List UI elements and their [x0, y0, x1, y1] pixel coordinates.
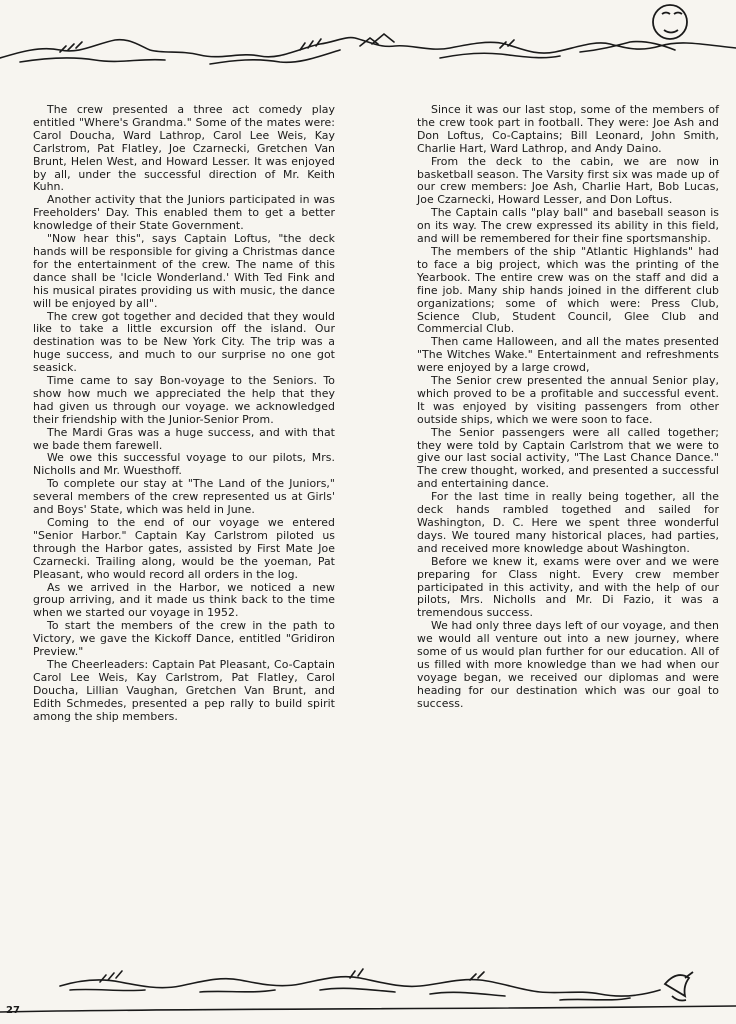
paragraph: Another activity that the Juniors participated in was Freeholders' Day. This enabled them to get a better knowledge of their State Government. [33, 193, 335, 233]
paragraph: As we arrived in the Harbor, we noticed a new group arriving, and it made us think back to the time when we started our voyage in 1952. [33, 580, 335, 620]
seagull-icon [665, 972, 693, 1001]
page-number: 27 [6, 1005, 20, 1016]
right-text-column [417, 104, 719, 711]
paragraph: The Cheerleaders: Captain Pat Pleasant, Co-Captain Carol Lee Weis, Kay Carlstrom, Pat Flatley, Carol Doucha, Lillian Vaughan, Gretchen Van Brunt, and Edith Schmedes, presented a pep rally to build spirit among the ship members. [33, 657, 335, 723]
paragraph: Coming to the end of our voyage we entered "Senior Harbor." Captain Kay Carlstrom piloted us through the Harbor gates, assisted by First Mate Joe Czarnecki. Trailing along, would be the yoeman, Pat Pleasant, who would record all orders in the log. [33, 516, 335, 581]
paragraph: To start the members of the crew in the path to Victory, we gave the Kickoff Dance, entitled "Gridiron Preview." [33, 619, 335, 659]
moon-face-icon [653, 5, 687, 39]
paragraph: "Now hear this", says Captain Loftus, "the deck hands will be responsible for giving a Christmas dance for the entertainment of the crew. The name of this dance shall be 'Icicle Wonderland.' With Ted Fink and his musical pirates providing us with music, the dance will be enjoyed by all". [33, 232, 335, 310]
paragraph: The members of the ship "Atlantic Highlands" had to face a big project, which was the printing of the Yearbook. The entire crew was on the staff and did a fine job. Many ship hands joined in the different club organizations; some of which were: Press Club, Science Club, Student Council, Glee Club and Commercial Club. [417, 244, 719, 336]
paragraph: Then came Halloween, and all the mates presented "The Witches Wake." Entertainment and refreshments were enjoyed by a large crowd, [417, 335, 719, 375]
paragraph: The crew presented a three act comedy play entitled "Where's Grandma." Some of the mates were: Carol Doucha, Ward Lathrop, Carol Lee Weis, Kay Carlstrom, Pat Flatley, Joe Czarnecki, Gretchen Van Brunt, Helen West, and Howard Lesser. It was enjoyed by all, under the successful direction of Mr. Keith Kuhn. [33, 103, 335, 194]
paragraph: Time came to say Bon-voyage to the Seniors. To show how much we appreciated the help that they had given us through our voyage. we acknowledged their friendship with the Junior-Senior Prom. [33, 374, 335, 426]
paragraph: From the deck to the cabin, we are now in basketball season. The Varsity first six was made up of our crew members: Joe Ash, Charlie Hart, Bob Lucas, Joe Czarnecki, Howard Lesser, and Don Loftus. [417, 154, 719, 207]
paragraph: The Mardi Gras was a huge success, and with that we bade them farewell. [33, 425, 335, 452]
paragraph: The Senior crew presented the annual Senior play, which proved to be a profitable and successful event. It was enjoyed by visiting passengers from other outside ships, which we were soon to face. [417, 374, 719, 426]
paragraph: Since it was our last stop, some of the members of the crew took part in football. They were: Joe Ash and Don Loftus, Co-Captains; Bill Leonard, John Smith, Charlie Hart, Ward Lathrop, and Andy Daino. [417, 103, 719, 155]
paragraph: We had only three days left of our voyage, and then we would all venture out into a new journey, where some of us would plan further for our education. All of us filled with more knowledge than we had when our voyage began, we received our diplomas and were heading for our destination which was our goal to success. [417, 619, 719, 710]
paragraph: To complete our stay at "The Land of the Juniors," several members of the crew represented us at Girls' and Boys' State, which was held in June. [33, 477, 335, 517]
paragraph: We owe this successful voyage to our pilots, Mrs. Nicholls and Mr. Wuesthoff. [33, 451, 335, 478]
paragraph: The crew got together and decided that they would like to take a little excursion off the island. Our destination was to be New York City. The trip was a huge success, and much to our surprise no one got seasick. [33, 309, 335, 375]
paragraph: The Senior passengers were all called together; they were told by Captain Carlstrom that we were to give our last social activity, "The Last Chance Dance." The crew thought, worked, and presented a successful and entertaining dance. [417, 425, 719, 491]
paragraph: For the last time in really being together, all the deck hands rambled togethed and sailed for Washington, D. C. Here we spent three wonderful days. We toured many historical places, had parties, and received more knowledge about Washington. [417, 490, 719, 555]
bottom-wave-border [0, 960, 736, 1024]
paragraph: The Captain calls "play ball" and baseball season is on its way. The crew expressed its ability in this field, and will be remembered for their fine sportsmanship. [417, 206, 719, 246]
paragraph: Before we knew it, exams were over and we were preparing for Class night. Every crew member participated in this activity, and with the help of our pilots, Mrs. Nicholls and Mr. Di Fazio, it was a tremendous success. [417, 554, 719, 620]
left-text-column [33, 104, 335, 724]
top-wave-border [0, 0, 736, 80]
